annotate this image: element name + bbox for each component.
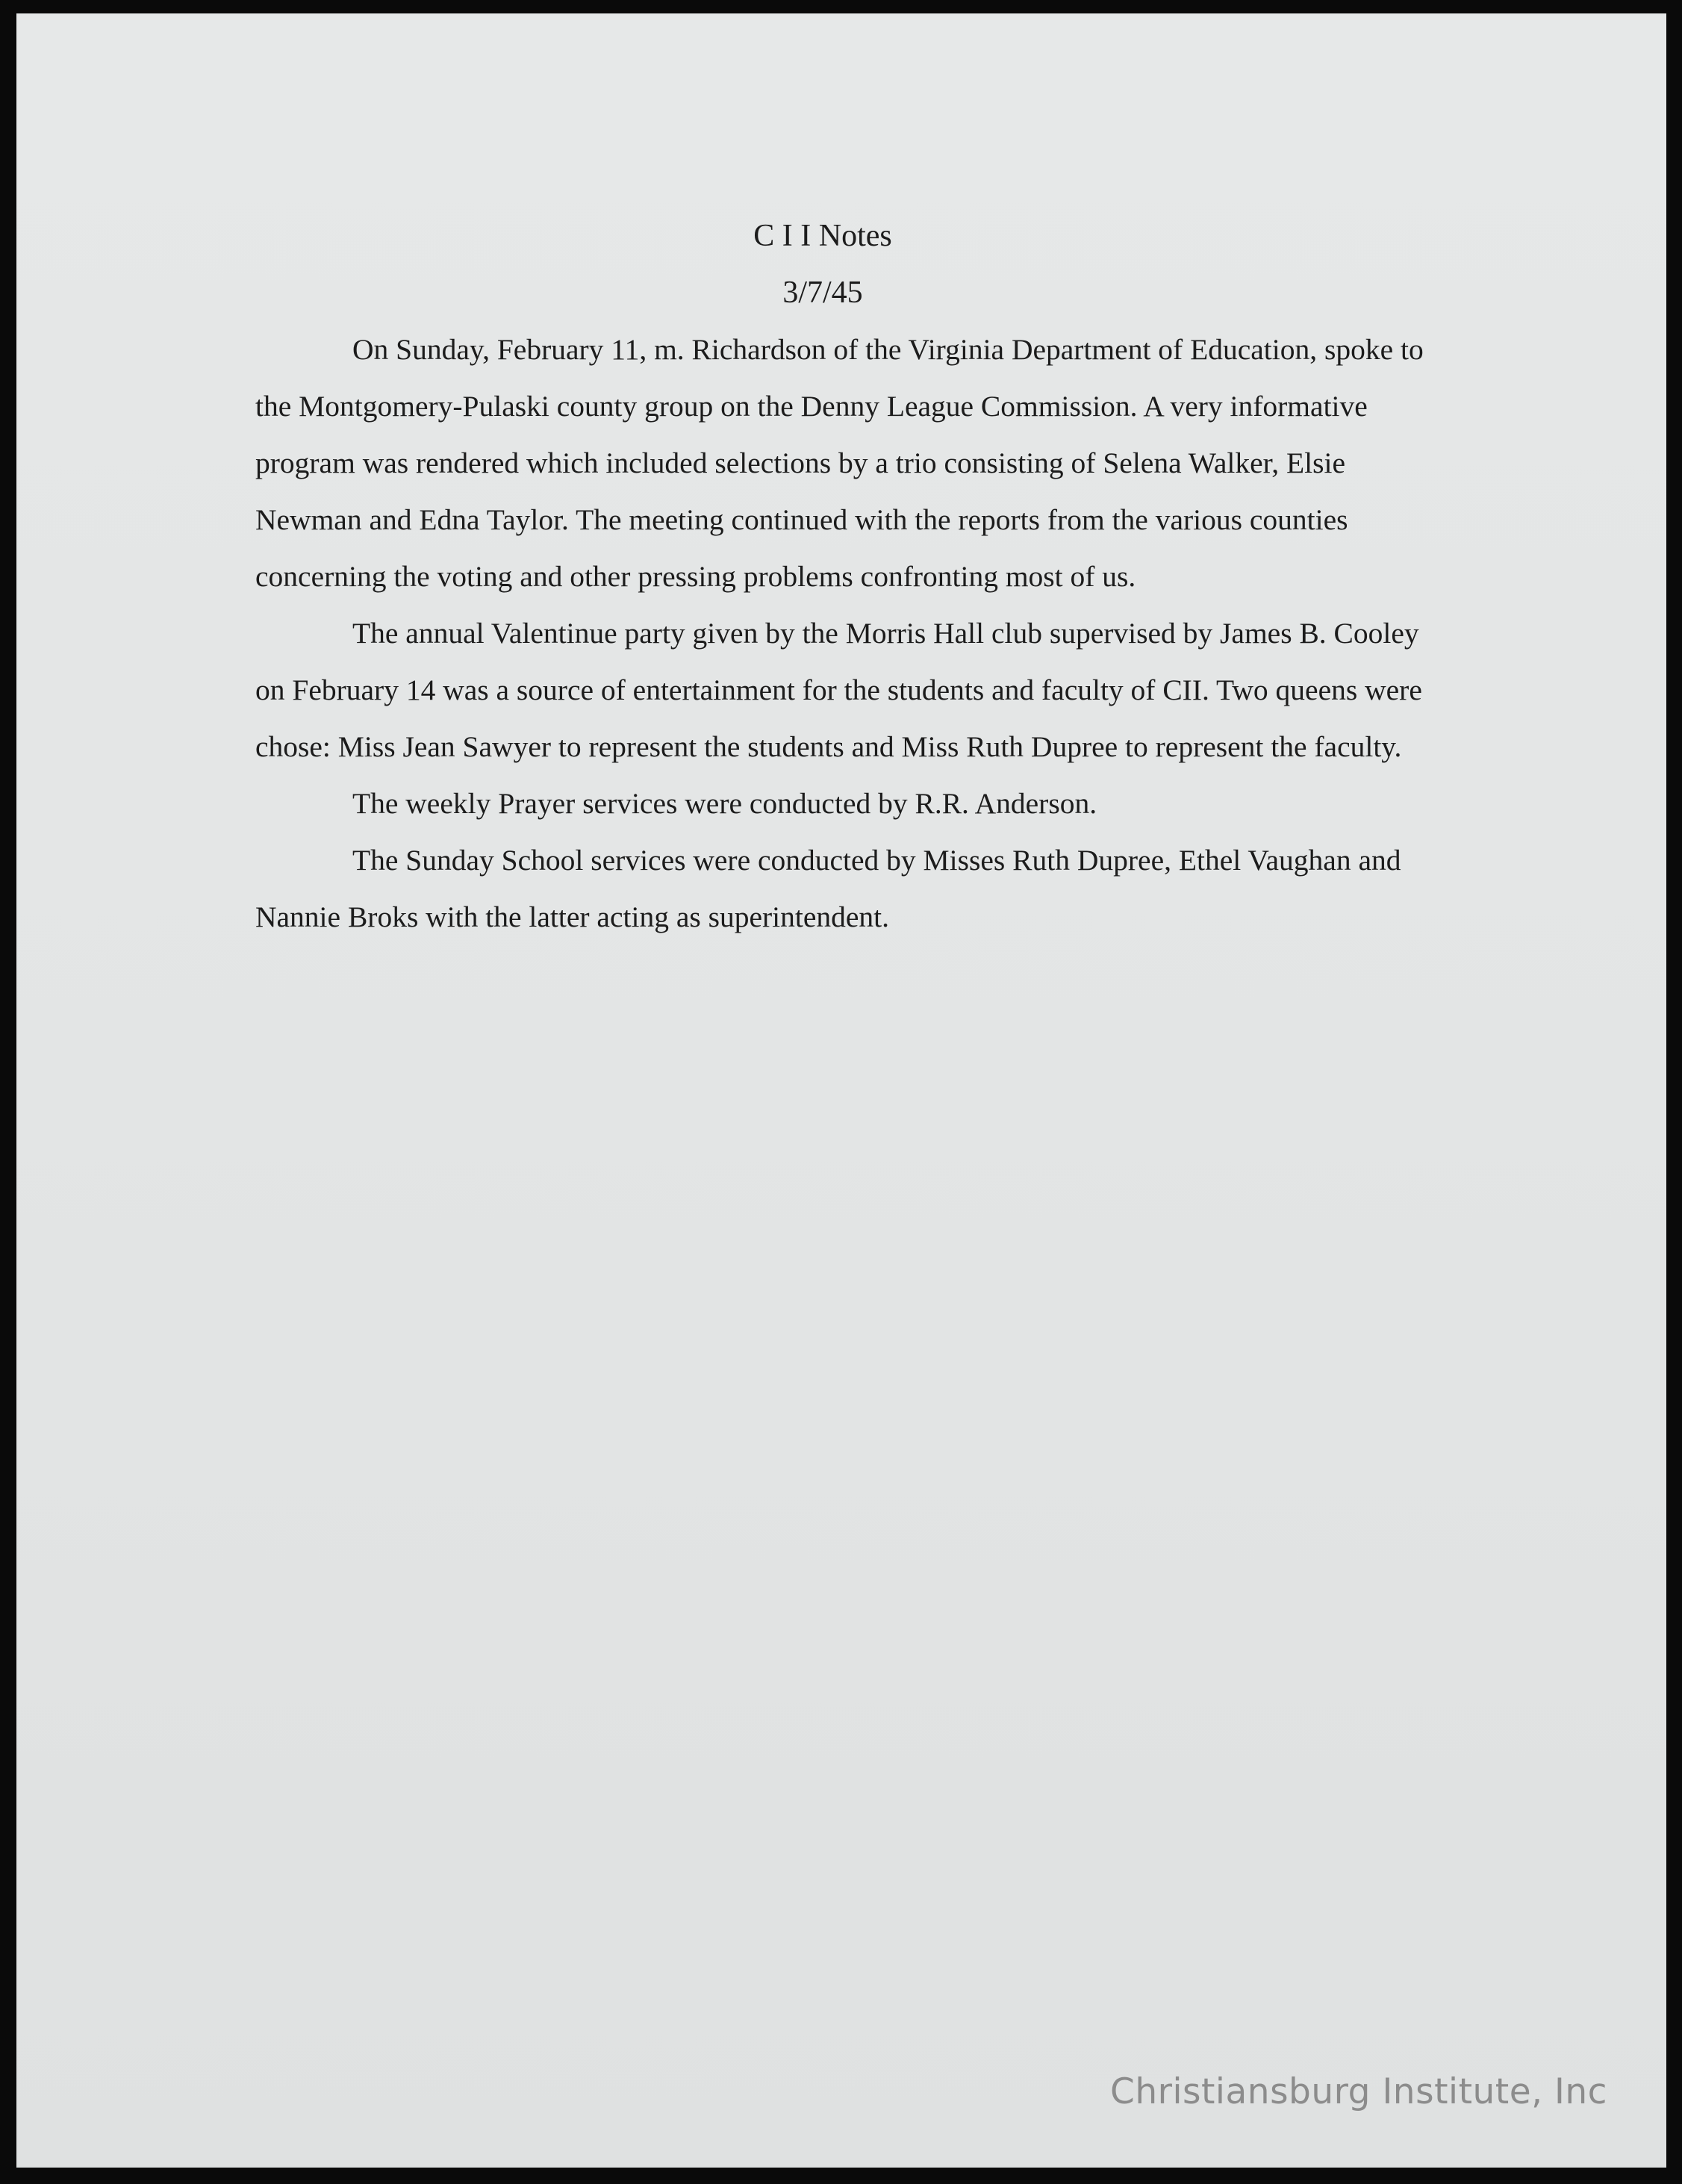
document-page <box>16 13 1666 2168</box>
document-title: C I I Notes <box>753 219 892 253</box>
paragraph-sunday-school: The Sunday School services were conducted by Misses Ruth Dupree, Ethel Vaughan and Nannie Broks with the latter acting as superintendent. <box>255 844 1401 933</box>
paragraph-prayer-services: The weekly Prayer services were conducted by R.R. Anderson. <box>352 787 1097 820</box>
watermark: Christiansburg Institute, Inc <box>1110 2071 1607 2112</box>
document-date: 3/7/45 <box>782 276 863 310</box>
paragraph-valentine-party: The annual Valentinue party given by the Morris Hall club supervised by James B. Cooley on February 14 was a source of entertainment for the students and faculty of CII. Two queens were chose: Miss Jean Sawyer to represent the students and Miss Ruth Dupree to represent the faculty. <box>255 617 1422 763</box>
document-content <box>255 208 1435 945</box>
paragraph-denny-league: On Sunday, February 11, m. Richardson of the Virginia Department of Education, spoke to the Montgomery-Pulaski county group on the Denny League Commission. A very informative program was rendered which included selections by a trio consisting of Selena Walker, Elsie Newman and Edna Taylor. The meeting continued with the reports from the various counties concerning the voting and other pressing problems confronting most of us. <box>255 333 1424 593</box>
